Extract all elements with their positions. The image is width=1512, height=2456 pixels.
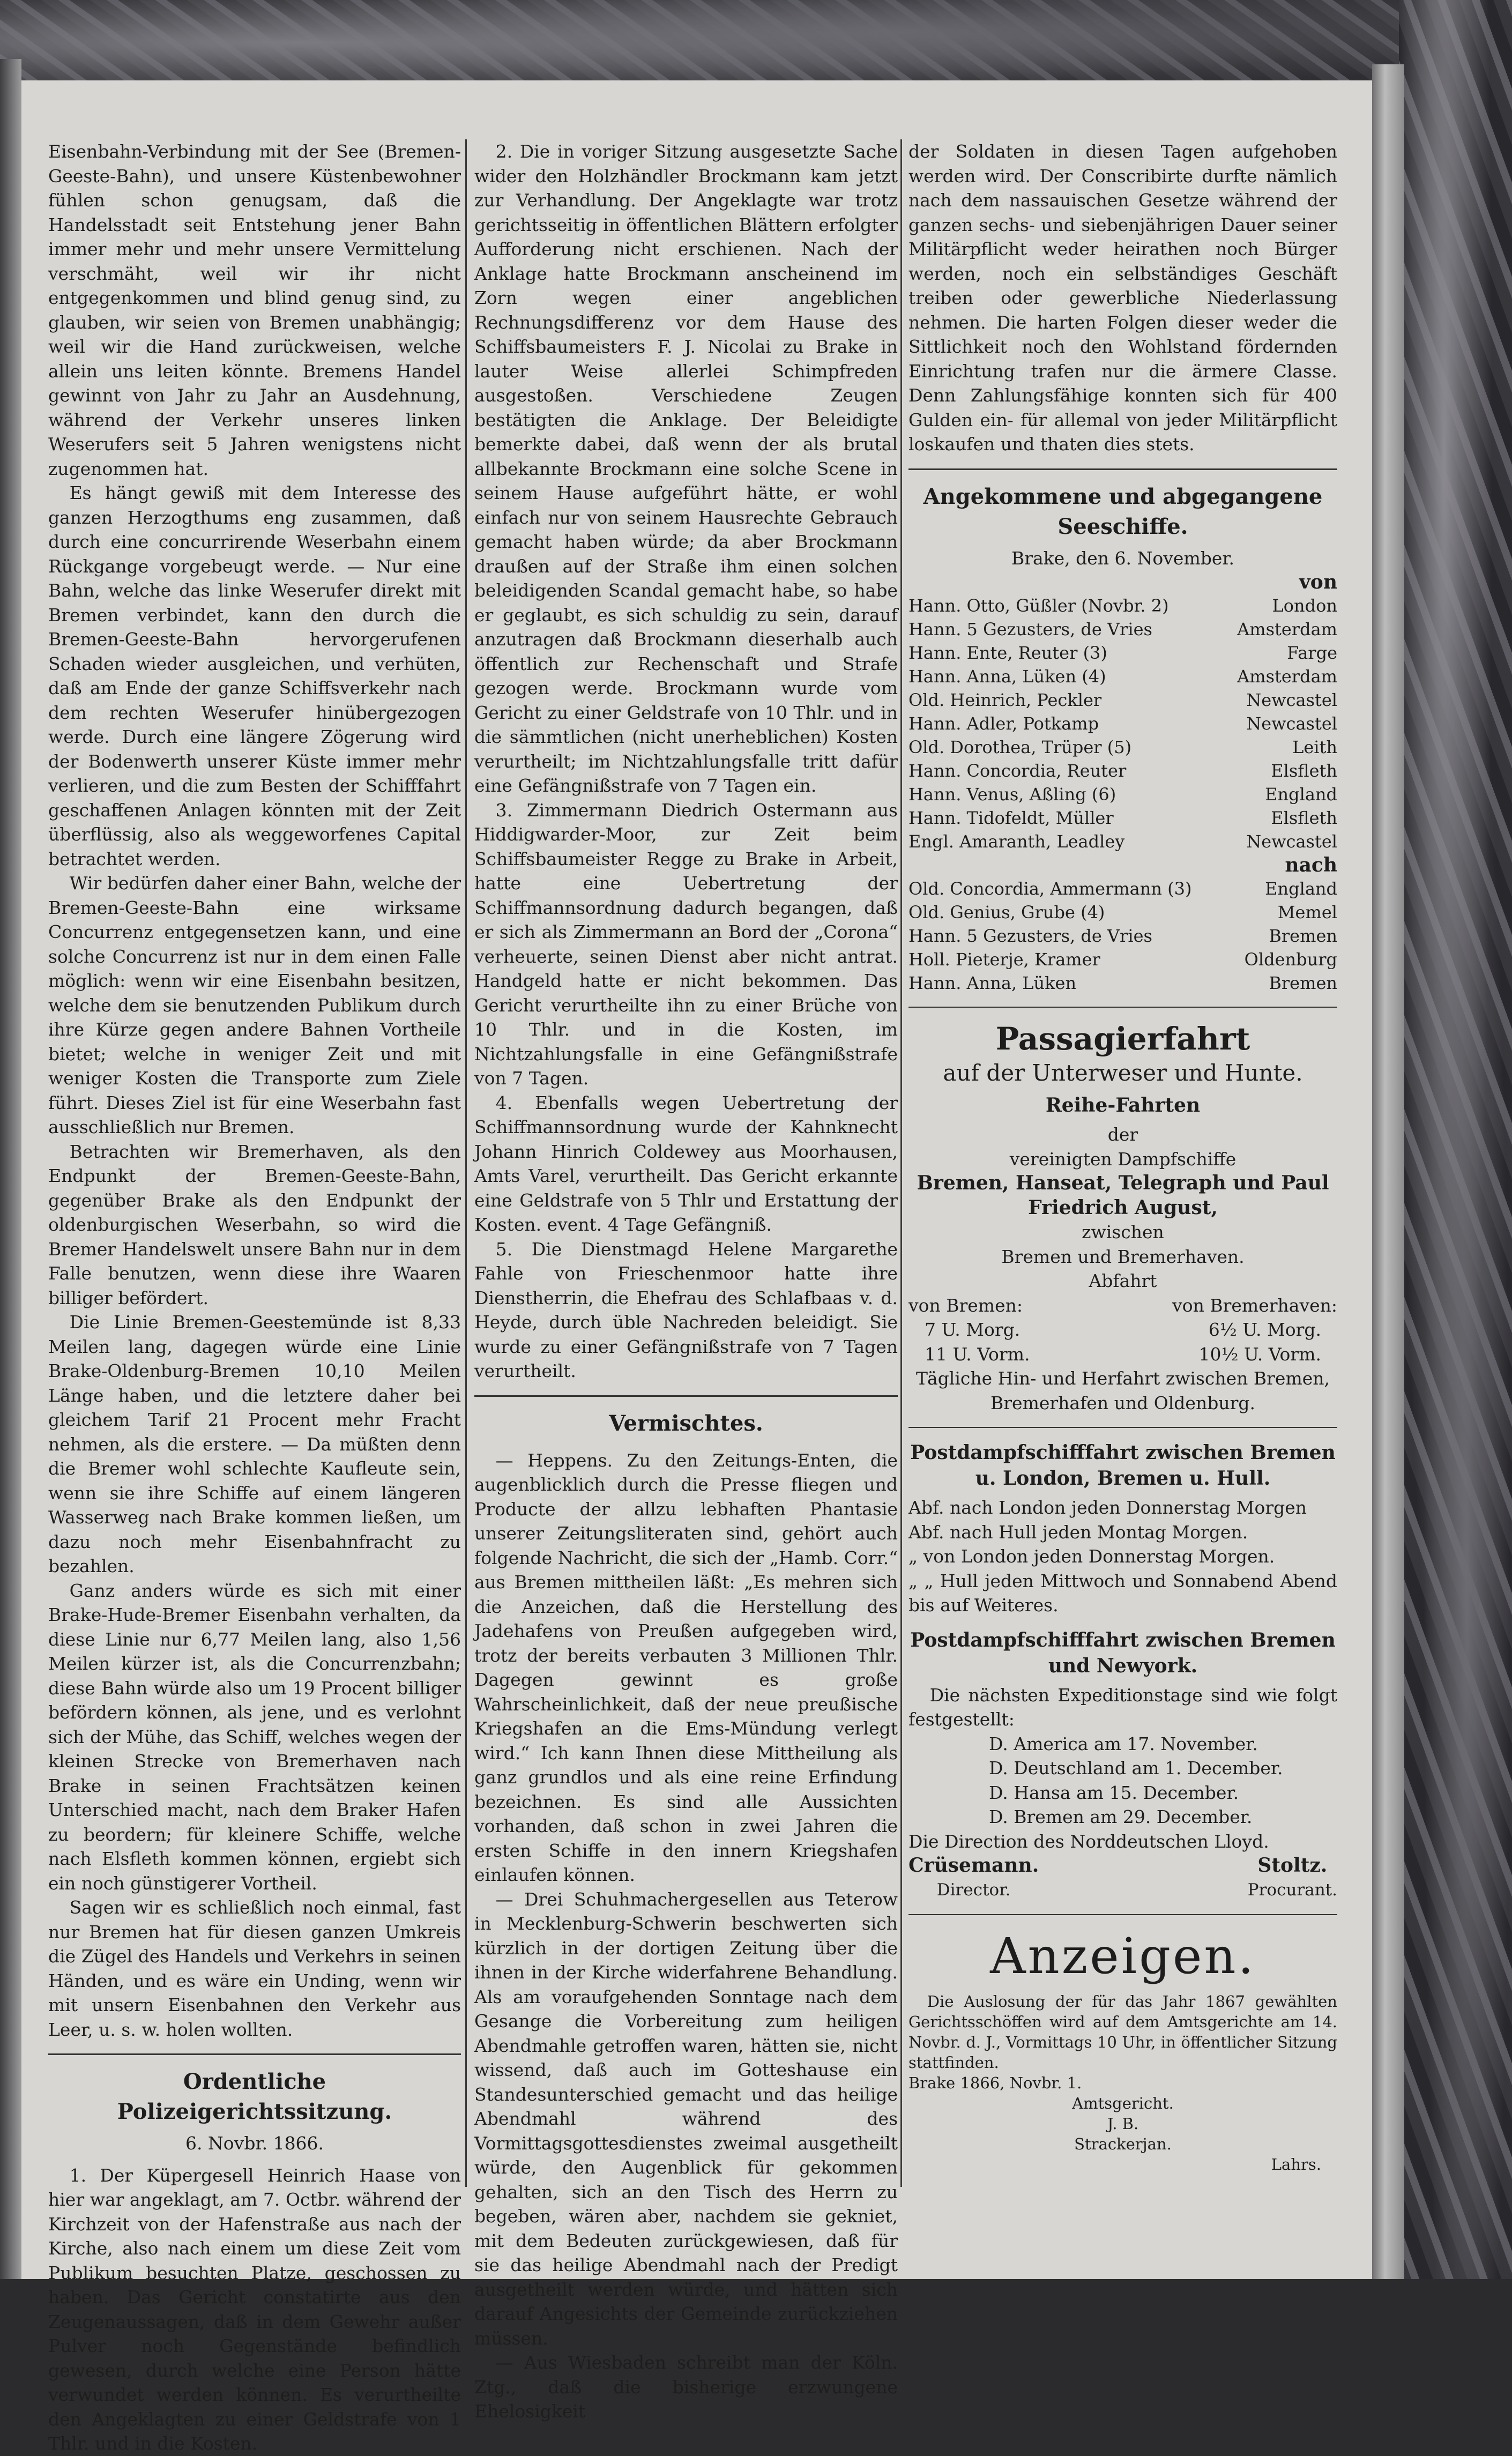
table-row: Old. Heinrich, Peckler Newcastel (908, 690, 1337, 710)
sailing-date: D. Bremen am 29. December. (989, 1806, 1253, 1827)
timetable-row: 7 U. Morg. 6½ U. Morg. (925, 1319, 1321, 1340)
to-label: nach (1285, 854, 1337, 876)
section-divider (48, 2053, 461, 2055)
schedule-line: Abf. nach Hull jeden Montag Morgen. (908, 1521, 1248, 1543)
table-row: Hann. Venus, Aßling (6) England (908, 784, 1337, 805)
der-label: der (1107, 1124, 1138, 1145)
ships-heading: Angekommene und abgegangene Seeschiffe. (923, 483, 1323, 539)
newspaper-page (21, 80, 1372, 2454)
column-3 (908, 139, 1337, 2175)
section-divider (908, 1007, 1337, 1008)
timetable-row: 11 U. Vorm. 10½ U. Vorm. (925, 1343, 1321, 1365)
newyork-intro: Die nächsten Expeditionstage sind wie folgt festgestellt: (908, 1684, 1337, 1730)
vereinigten-label: vereinigten Dampfschiffe (1009, 1148, 1237, 1170)
sailing-date: D. Deutschland am 1. December. (989, 1758, 1283, 1778)
marbled-cover-right (1399, 0, 1512, 2279)
police-court-heading: Ordentliche Polizeigerichtssitzung. (117, 2069, 392, 2124)
article-paragraph: Sagen wir es schließlich noch einmal, fast nur Bremen hat für diesen ganzen Umkreis die Zügel des Handels und Verkehrs in seinen Händen, und es wäre ein Unding, wenn wir mit unsern Eisenbahnen den Verkehr aus Leer, u. s. w. holen wollten. (48, 1897, 461, 2040)
daily-service: Tägliche Hin- und Herfahrt zwischen Bremen, Bremerhafen und Oldenburg. (915, 1368, 1330, 1413)
signature-title: Procurant. (1247, 1880, 1337, 1900)
article-paragraph: 5. Die Dienstmagd Helene Margarethe Fahle von Frieschenmoor hatte ihre Dienstherrin, die Ehefrau des Schlafbaas v. d. Heyde, durch üble Nachreden beleidigt. Sie wurde zu einer Gefängnißstrafe von 7 Tagen verurtheilt. (474, 1238, 898, 1381)
departure-label: Abfahrt (1089, 1270, 1157, 1291)
article-paragraph: der Soldaten in diesen Tagen aufgehoben werden wird. Der Conscribirte durfte nämlich nach dem nassauischen Gesetze während der ganzen sechs- und siebenjährigen Dauer seiner Militärpflicht weder heirathen noch Bürger werden, noch ein selbständiges Geschäft treiben oder gewerbliche Niederlassung nehmen. Die harten Folgen dieser weder die Sittlichkeit noch den Wohlstand fördernden Einrichtung trafen nur die ärmere Classe. Denn Zahlungsfähige konnten sich für 400 Gulden ein- für allemal von jeder Militärpflicht loskaufen und thaten dies stets. (908, 141, 1337, 455)
article-paragraph: Betrachten wir Bremerhaven, als den Endpunkt der Bremen-Geeste-Bahn, gegenüber Brake als den Endpunkt der oldenburgischen Weserbahn, so wird die Bremer Handelswelt unsere Bahn nur in dem Falle benutzen, wenn diese ihre Waaren billiger befördert. (48, 1141, 461, 1308)
steamer-friedrich: Friedrich August, (1028, 1196, 1218, 1219)
table-row: Hann. Anna, Lüken (4) Amsterdam (908, 666, 1337, 687)
table-row: Hann. Ente, Reuter (3) Farge (908, 643, 1337, 663)
table-row: Old. Genius, Grube (4) Memel (908, 902, 1337, 922)
newyork-heading: Postdampfschifffahrt zwischen Bremen und Newyork. (910, 1628, 1336, 1677)
table-row: Hann. Concordia, Reuter Elsfleth (908, 761, 1337, 781)
table-row: Holl. Pieterje, Kramer Oldenburg (908, 949, 1337, 970)
table-row: Hann. Adler, Potkamp Newcastel (908, 713, 1337, 734)
route-label: Bremen und Bremerhaven. (1001, 1246, 1245, 1267)
article-paragraph: Ganz anders würde es sich mit einer Brake-Hude-Bremer Eisenbahn verhalten, da diese Linie nur 6,77 Meilen lang, also 1,56 Meilen kürzer ist, als die Concurrenzbahn; diese Bahn würde also um 19 Procent billiger befördern können, als jene, und es verlohnt sich der Mühe, das Schiff, welches wegen der kleinen Strecke von Bremerhaven nach Brake in seinen Frachtsätzen keinen Unterschied macht, nach dem Braker Hafen zu beordern; für kleinere Schiffe, welche nach Elsfleth kommen können, ergiebt sich ein noch günstigerer Vortheil. (48, 1580, 461, 1894)
section-divider (908, 1427, 1337, 1428)
article-paragraph: Es hängt gewiß mit dem Interesse des ganzen Herzogthums eng zusammen, daß durch eine concurrirende Weserbahn einem Rückgange vorgebeugt werde. — Nur eine Bahn, welche das linke Weserufer direkt mit Bremen verbindet, kann den durch die Bremen-Geeste-Bahn hervorgerufenen Schaden wieder ausgleichen, und verhüten, daß am Ende der ganze Schiffsverkehr nach dem rechten Weserufer hinübergezogen werde. Durch eine längere Zögerung wird der Bodenwerth unserer Küste immer mehr verlieren, und die zum Besten der Schifffahrt geschaffenen Anlagen könnten mit der Zeit überflüssig, also als weggeworfenes Capital betrachtet werden. (48, 482, 461, 869)
passenger-title: Passagierfahrt (995, 1021, 1250, 1057)
from-bremen-label: von Bremen: (908, 1294, 1023, 1316)
article-paragraph: — Drei Schuhmachergesellen aus Teterow in Mecklenburg-Schwerin beschwerten sich kürzlich in der dortigen Zeitung über die ihnen in der Kirche widerfahrene Behandlung. Als am voraufgehenden Sonntage nach dem Gesange die Vorbereitung zum heiligen Abendmahle getroffen waren, hätten sie, nicht wissend, daß auch im Gotteshause ein Standesunterschied gemacht und das heilige Abendmahl während des Vormittagsgottesdienstes zweimal ausgetheilt würde, den Augenblick für gekommen gehalten, sich an den Tisch des Herrn zu begeben, wären aber, nachdem sie gekniet, mit dem Bedeuten zurückgewiesen, daß für sie das heilige Abendmahl nach der Predigt ausgetheilt werden würde, und hätten sich darauf Angesichts der Gemeinde zurückziehen müssen. (474, 1888, 898, 2349)
sailing-date: D. Hansa am 15. December. (989, 1782, 1239, 1803)
article-paragraph: Eisenbahn-Verbindung mit der See (Bremen-Geeste-Bahn), und unsere Küstenbewohner fühlen schon genugsam, daß die Handelsstadt seit Entstehung jener Bahn immer mehr und mehr unsere Vermittelung verschmäht, weil wir ihr nicht entgegenkommen und blind genug sind, zu glauben, wir seien von Bremen unabhängig; weil wir die Hand zurückweisen, welche allein uns leiten könnte. Bremens Handel gewinnt von Jahr zu Jahr an Ausdehnung, während der Verkehr unseres linken Weserufers seit 5 Jahren wenigstens nicht zugenommen hat. (48, 141, 461, 479)
advertisement-name: Strackerjan. (1074, 2135, 1172, 2153)
advertisement-text: Die Auslosung der für das Jahr 1867 gewählten Gerichtsschöffen wird auf dem Amtsgerichte am 14. Novbr. d. J., Vormittags 10 Uhr, in öffentlicher Sitzung stattfinden. (908, 1992, 1337, 2072)
section-divider (908, 468, 1337, 470)
article-paragraph: 1. Der Küpergesell Heinrich Haase von hier war angeklagt, am 7. Octbr. während der Kirchzeit von der Hafenstraße aus nach der Kirche, also nach einem um diese Zeit vom Publikum besuchten Platze, geschossen zu haben. Das Gericht constatirte aus den Zeugenaussagen, daß in dem Gewehr außer Pulver noch Gegenstände befindlich gewesen, durch welche eine Person hätte verwundet werden können. Es verurtheilte den Angeklagten zu einer Geldstrafe von 1 Thlr. und in die Kosten. (48, 2164, 461, 2454)
steamer-names: Bremen, Hanseat, Telegraph (917, 1172, 1226, 1194)
article-paragraph: 2. Die in voriger Sitzung ausgesetzte Sache wider den Holzhändler Brockmann kam jetzt zur Verhandlung. Der Angeklagte war trotz gerichtsseitig in öffentlichen Blättern erfolgter Aufforderung nicht erschienen. Nach der Anklage hatte Brockmann anscheinend im Zorn wegen einer angeblichen Rechnungsdifferenz vor dem Hause des Schiffsbaumeisters F. J. Nicolai zu Brake in lauter Weise allerlei Schimpfreden ausgestoßen. Verschiedene Zeugen bestätigten die Anklage. Der Beleidigte bemerkte dabei, daß wenn der als brutal allbekannte Brockmann eine solche Scene in seinem Hause aufgeführt hätte, er wohl einfach nur von seinem Hausrechte Gebrauch gemacht haben würde; da aber Brockmann draußen auf der Straße ihm einen solchen beleidigenden Scandal gemacht habe, so habe er geglaubt, es sich schuldig zu sein, darauf anzutragen daß Brockmann dieserhalb auch öffentlich zur Rechenschaft und Strafe gezogen werde. Brockmann wurde vom Gericht zu einer Geldstrafe von 10 Thlr. und in die sämmtlichen (nicht unerheblichen) Kosten verurtheilt; im Nichtzahlungsfalle tritt dafür eine Gefängnißstrafe von 7 Tagen ein. (474, 141, 898, 796)
steamer-paul: Paul (1281, 1172, 1329, 1194)
article-paragraph: 4. Ebenfalls wegen Uebertretung der Schiffmannsordnung wurde der Kahnknecht Johann Hinrich Coldewey aus Moorhausen, Amts Varel, verurtheilt. Das Gericht erkannte eine Geldstrafe von 5 Thlr und Erstattung der Kosten. event. 4 Tage Gefängniß. (474, 1092, 898, 1235)
zwischen-label: zwischen (1082, 1222, 1164, 1242)
signature-title: Director. (936, 1880, 1011, 1900)
article-paragraph: 3. Zimmermann Diedrich Ostermann aus Hiddigwarder-Moor, zur Zeit beim Schiffsbaumeister Regge zu Brake in Arbeit, hatte eine Uebertretung der Schiffmannsordnung dadurch begangen, daß er sich als Zimmermann an Bord der „Corona“ verheuerte, seinen Dienst aber nicht antrat. Handgeld hatte er nicht bekommen. Das Gericht verurtheilte ihn zu einer Brüche von 10 Thlr. und in die Kosten, im Nichtzahlungsfalle in eine Gefängnißstrafe von 7 Tagen. (474, 799, 898, 1089)
table-row: Hann. Otto, Güßler (Novbr. 2) London (908, 596, 1337, 616)
article-paragraph: Wir bedürfen daher einer Bahn, welche der Bremen-Geeste-Bahn eine wirksame Concurrenz entgegensetzen kann, und eine solche Concurrenz ist nur in dem einen Falle möglich: wenn wir eine Eisenbahn besitzen, welche dem sie benutzenden Publikum durch ihre Kürze gegen andere Bahnen Vortheile bietet; welche in weniger Zeit und mit weniger Kosten die Transporte zum Ziele führt. Dieses Ziel ist für eine Weserbahn fast ausschließlich nur Bremen. (48, 873, 461, 1137)
table-row: Hann. 5 Gezusters, de Vries Amsterdam (908, 619, 1337, 639)
london-heading: Postdampfschifffahrt zwischen Bremen u. London, Bremen u. Hull. (910, 1441, 1336, 1490)
table-row: Engl. Amaranth, Leadley Newcastel (908, 831, 1337, 852)
article-paragraph: — Heppens. Zu den Zeitungs-Enten, die augenblicklich durch die Presse fliegen und Producte der allzu lebhaften Phantasie unserer Zeitungsliteraten sind, gehört auch folgende Nachricht, die sich der „Hamb. Corr.“ aus Bremen mittheilen läßt: „Es mehren sich die Anzeichen, daß die Herstellung des Jadehafens von Preußen aufgegeben wird, trotz der bereits verbauten 3 Millionen Thlr. Dagegen gewinnt es große Wahrscheinlichkeit, daß der neue preußische Kriegshafen an die Ems-Mündung verlegt wird.“ Ich kann Ihnen diese Mittheilung als ganz grundlos und als eine reine Erfindung bezeichnen. Es sind alle Aussichten vorhanden, daß schon in zwei Jahren die ersten Schiffe in den innern Kriegshafen einlaufen können. (474, 1449, 898, 1885)
article-paragraph: — Aus Wiesbaden schreibt man der Köln. Ztg., daß die bisherige erzwungene Ehelosigkeit (474, 2352, 898, 2422)
signature-name: Crüsemann. (908, 1854, 1039, 1877)
section-divider (908, 1914, 1337, 1915)
column-1 (48, 139, 461, 2456)
reihe-fahrten: Reihe-Fahrten (1045, 1094, 1201, 1117)
advertisement-court: Amtsgericht. (1072, 2094, 1174, 2112)
misc-heading: Vermischtes. (609, 1410, 763, 1436)
police-court-date: 6. Novbr. 1866. (185, 2133, 324, 2154)
ships-table (908, 570, 1337, 995)
und-label: und (1233, 1172, 1275, 1194)
schedule-line: Abf. nach London jeden Donnerstag Morgen (908, 1497, 1307, 1518)
column-rule-2 (900, 139, 902, 2187)
left-page-edge (0, 59, 21, 2279)
section-divider (474, 1395, 898, 1397)
article-paragraph: Die Linie Bremen-Geestemünde ist 8,33 Meilen lang, dagegen würde eine Linie Brake-Oldenburg-Bremen 10,10 Meilen Länge haben, und die letztere daher bei gleichem Tarif 21 Procent mehr Fracht nehmen, als die erstere. — Da müßten denn die Bremer wohl schlechte Kaufleute sein, wenn sie ihre Schiffe auf einem längeren Wasserweg nach Brake kommen ließen, um dazu noch mehr Eisenbahnfracht zu bezahlen. (48, 1312, 461, 1576)
table-row: Hann. Anna, Lüken Bremen (908, 973, 1337, 993)
table-row: Hann. Tidofeldt, Müller Elsfleth (908, 808, 1337, 828)
sailing-date: D. America am 17. November. (989, 1733, 1258, 1754)
advertisement-footer: Lahrs. (1271, 2155, 1321, 2174)
advertisements-title: Anzeigen. (990, 1927, 1256, 1985)
table-row: Old. Dorothea, Trüper (5) Leith (908, 737, 1337, 757)
from-bremerhaven-label: von Bremerhaven: (1172, 1294, 1337, 1316)
table-row: Hann. 5 Gezusters, de Vries Bremen (908, 926, 1337, 946)
ships-date: Brake, den 6. November. (1011, 547, 1235, 569)
table-row: Old. Concordia, Ammermann (3) England (908, 879, 1337, 899)
column-rule-1 (465, 139, 467, 2187)
schedule-line: „ „ Hull jeden Mittwoch und Sonnabend Abend bis auf Weiteres. (908, 1570, 1337, 1616)
advertisement-initials: J. B. (1107, 2115, 1139, 2133)
column-2 (474, 139, 898, 2424)
schedule-line: „ von London jeden Donnerstag Morgen. (908, 1546, 1275, 1567)
passenger-subtitle: auf der Unterweser und Hunte. (943, 1060, 1303, 1086)
from-label: von (1299, 571, 1337, 593)
advertisement-place: Brake 1866, Novbr. 1. (908, 2074, 1082, 2092)
signature-name: Stoltz. (1257, 1854, 1328, 1877)
lloyd-direction: Die Direction des Norddeutschen Lloyd. (908, 1830, 1269, 1852)
book-spine (1372, 64, 1404, 2279)
